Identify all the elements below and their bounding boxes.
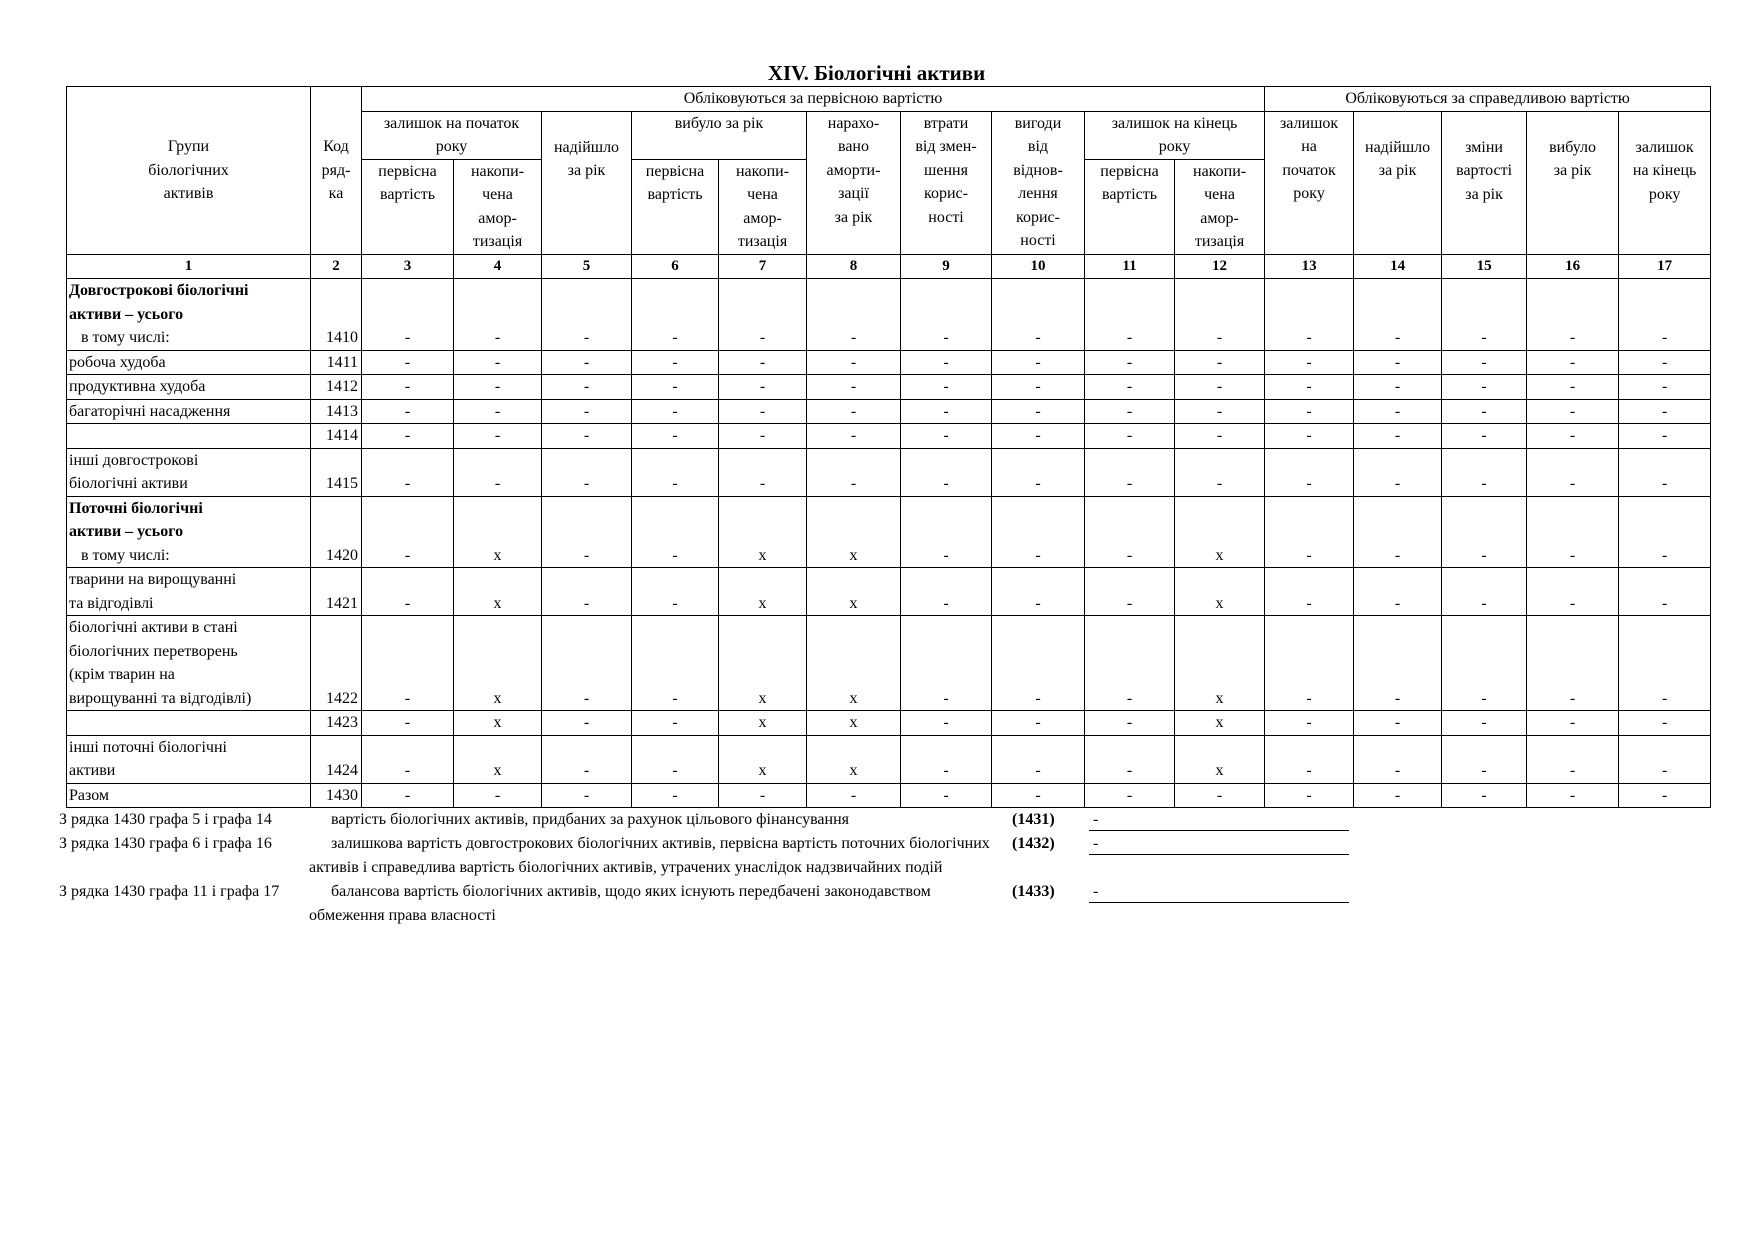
column-number: 5 [542,254,632,279]
cell-value: - [719,375,807,400]
cell-value: - [362,350,454,375]
cell-value: - [1442,568,1527,616]
header-accum-amort: накопи- чена амор- тизація [454,159,542,254]
cell-value: - [1354,568,1442,616]
cell-value: х [807,616,901,711]
row-code: 1420 [311,496,362,568]
cell-value: - [719,424,807,449]
cell-value: - [1619,448,1711,496]
cell-value: - [1527,350,1619,375]
cell-value: - [542,375,632,400]
row-code: 1413 [311,399,362,424]
cell-value: - [454,399,542,424]
cell-value: - [362,616,454,711]
cell-value: - [901,568,992,616]
header-fv-end: залишок на кінець року [1619,111,1711,254]
cell-value: - [992,783,1085,808]
row-name [67,616,311,711]
cell-value: - [1527,568,1619,616]
cell-value: - [1442,616,1527,711]
row-code: 1410 [311,279,362,351]
row-name [67,375,311,400]
cell-value: х [807,496,901,568]
cell-value: - [632,350,719,375]
cell-value: - [1619,375,1711,400]
header-impairment: втрати від змен- шення корис- ності [901,111,992,254]
cell-value: х [454,496,542,568]
header-fv-changes: зміни вартості за рік [1442,111,1527,254]
cell-value: - [1085,783,1175,808]
table-row [67,711,1711,736]
footnote-underline [1089,902,1349,903]
footnote-text: вартість біологічних активів, придбаних за рахунок цільового фінансування [331,811,850,828]
cell-value: - [454,448,542,496]
row-code: 1423 [311,711,362,736]
cell-value: - [992,448,1085,496]
cell-value: - [1619,735,1711,783]
footnote-text: балансова вартість біологічних активів, щодо яких існують передбачені законодавством обмеження права власності [309,883,931,924]
row-label: біологічні активи в стані біологічних перетворень (крім тварин на вирощуванні та відгодівлі) [69,619,252,707]
row-label: тварини на вирощуванні та відгодівлі [69,571,237,612]
cell-value: х [719,735,807,783]
cell-value: - [1527,399,1619,424]
cell-value: х [1175,616,1265,711]
cell-value: - [1354,711,1442,736]
cell-value: - [992,350,1085,375]
header-amortization: нарахо- вано аморти- зації за рік [807,111,901,254]
cell-value: - [632,375,719,400]
cell-value: - [1085,711,1175,736]
cell-value: - [1442,735,1527,783]
row-label: Довгострокові біологічні активи – усього [69,282,249,323]
cell-value: - [454,350,542,375]
cell-value: - [1265,350,1354,375]
cell-value: - [542,735,632,783]
cell-value: - [992,568,1085,616]
cell-value: - [1442,279,1527,351]
column-number: 2 [311,254,362,279]
cell-value: - [454,279,542,351]
cell-value: - [992,711,1085,736]
cell-value: - [1354,496,1442,568]
table-row [67,783,1711,808]
cell-value: - [1619,568,1711,616]
cell-value: - [1442,496,1527,568]
cell-value: - [632,568,719,616]
cell-value: - [992,424,1085,449]
row-name [67,448,311,496]
cell-value: х [719,496,807,568]
cell-value: - [1527,375,1619,400]
cell-value: - [362,735,454,783]
cell-value: - [1619,711,1711,736]
cell-value: - [542,350,632,375]
footnote [59,808,1359,832]
cell-value: - [1442,448,1527,496]
footnote-value: - [1093,811,1099,828]
footnote-reference: З рядка 1430 графа 5 і графа 14 [59,811,272,828]
header-fv-disposed: вибуло за рік [1527,111,1619,254]
cell-value: - [901,783,992,808]
cell-value: - [1175,424,1265,449]
table-row [67,350,1711,375]
header-initial-value: первісна вартість [1085,159,1175,254]
header-balance-end: залишок на кінець року [1085,111,1265,159]
header-initial-value: первісна вартість [632,159,719,254]
cell-value: - [1265,616,1354,711]
header-fv-received: надійшло за рік [1354,111,1442,254]
cell-value: - [1354,616,1442,711]
cell-value: - [719,783,807,808]
cell-value: - [1175,375,1265,400]
cell-value: х [719,568,807,616]
table-row [67,616,1711,711]
row-label: Поточні біологічні активи – усього [69,499,203,540]
header-initial-value: первісна вартість [362,159,454,254]
cell-value: - [1175,448,1265,496]
footnote-reference: З рядка 1430 графа 6 і графа 16 [59,835,272,852]
cell-value: - [719,448,807,496]
cell-value: - [807,279,901,351]
cell-value: - [1175,279,1265,351]
row-name [67,496,311,568]
cell-value: - [1175,350,1265,375]
table-header [67,87,1711,279]
cell-value: - [542,279,632,351]
cell-value: - [1619,279,1711,351]
cell-value: - [1265,568,1354,616]
header-code: Код ряд- ка [311,87,362,255]
cell-value: - [542,399,632,424]
cell-value: - [1265,711,1354,736]
cell-value: - [1619,496,1711,568]
cell-value: - [807,399,901,424]
table-row [67,279,1711,351]
table-row [67,399,1711,424]
row-name [67,735,311,783]
cell-value: - [807,448,901,496]
cell-value: - [542,783,632,808]
cell-value: - [992,496,1085,568]
row-code: 1430 [311,783,362,808]
cell-value: - [632,399,719,424]
footnote-underline [1089,830,1349,831]
column-number: 6 [632,254,719,279]
column-number: 16 [1527,254,1619,279]
cell-value: - [632,783,719,808]
row-code: 1412 [311,375,362,400]
cell-value: - [362,399,454,424]
row-code: 1424 [311,735,362,783]
header-initial-cost: Обліковуються за первісною вартістю [362,87,1265,112]
header-balance-start: залишок на початок року [362,111,542,159]
header-fair-value: Обліковуються за справедливою вартістю [1265,87,1711,112]
column-number: 9 [901,254,992,279]
cell-value: - [632,424,719,449]
row-label: інші довгострокові біологічні активи [69,451,199,492]
row-label: робоча худоба [69,353,166,371]
column-number: 1 [67,254,311,279]
column-number: 4 [454,254,542,279]
cell-value: - [719,399,807,424]
header-accum-amort: накопи- чена амор- тизація [719,159,807,254]
cell-value: - [542,496,632,568]
row-sublabel: в тому числі: [69,546,170,564]
cell-value: - [1619,399,1711,424]
cell-value: - [992,375,1085,400]
cell-value: - [542,424,632,449]
cell-value: - [1619,350,1711,375]
cell-value: - [1085,424,1175,449]
header-recovery: вигоди від віднов- лення корис- ності [992,111,1085,254]
cell-value: х [454,616,542,711]
cell-value: - [1175,783,1265,808]
cell-value: - [1442,424,1527,449]
cell-value: - [1354,350,1442,375]
cell-value: - [454,783,542,808]
cell-value: - [1265,783,1354,808]
row-name [67,424,311,449]
cell-value: - [1265,448,1354,496]
cell-value: - [901,399,992,424]
cell-value: - [1354,783,1442,808]
column-number: 14 [1354,254,1442,279]
cell-value: - [542,568,632,616]
cell-value: - [1527,448,1619,496]
cell-value: - [632,616,719,711]
cell-value: - [1265,375,1354,400]
cell-value: - [542,711,632,736]
cell-value: - [632,279,719,351]
cell-value: - [542,616,632,711]
row-sublabel: в тому числі: [69,329,170,346]
cell-value: - [1619,616,1711,711]
cell-value: х [719,616,807,711]
cell-value: - [1085,568,1175,616]
header-disposed: вибуло за рік [632,111,807,159]
row-label: продуктивна худоба [69,378,206,395]
page-title: XIV. Біологічні активи [767,61,986,85]
row-name [67,568,311,616]
cell-value: - [992,279,1085,351]
cell-value: - [901,350,992,375]
cell-value: - [1527,279,1619,351]
footnote [59,832,1359,880]
cell-value: - [719,279,807,351]
cell-value: - [901,424,992,449]
cell-value: - [1085,399,1175,424]
cell-value: - [901,496,992,568]
cell-value: - [1527,424,1619,449]
row-label: Разом [69,786,110,804]
cell-value: - [1619,783,1711,808]
cell-value: - [1265,279,1354,351]
cell-value: - [1085,279,1175,351]
column-number: 10 [992,254,1085,279]
cell-value: - [1527,616,1619,711]
cell-value: - [992,616,1085,711]
cell-value: - [1354,279,1442,351]
cell-value: - [807,375,901,400]
cell-value: - [1354,424,1442,449]
row-code: 1422 [311,616,362,711]
cell-value: х [1175,735,1265,783]
cell-value: х [1175,496,1265,568]
footnote-underline [1089,854,1349,855]
cell-value: - [901,616,992,711]
cell-value: - [362,424,454,449]
cell-value: - [1442,375,1527,400]
cell-value: - [1527,735,1619,783]
column-number: 12 [1175,254,1265,279]
cell-value: - [901,448,992,496]
cell-value: - [1527,496,1619,568]
cell-value: - [901,279,992,351]
row-code: 1414 [311,424,362,449]
row-label: інші поточні біологічні активи [69,738,227,779]
header-fv-start: залишок на початок року [1265,111,1354,254]
cell-value: - [362,496,454,568]
cell-value: - [454,375,542,400]
footnote-reference: З рядка 1430 графа 11 і графа 17 [59,883,280,900]
cell-value: - [1085,496,1175,568]
cell-value: х [454,568,542,616]
cell-value: - [1175,399,1265,424]
cell-value: - [632,448,719,496]
cell-value: - [1085,375,1175,400]
cell-value: - [632,496,719,568]
cell-value: - [362,783,454,808]
cell-value: - [542,448,632,496]
cell-value: - [807,783,901,808]
table-row [67,496,1711,568]
column-number: 13 [1265,254,1354,279]
footnote-code: (1431) [1012,811,1055,828]
cell-value: - [1085,616,1175,711]
cell-value: х [807,711,901,736]
cell-value: - [1354,399,1442,424]
footnote-value: - [1093,835,1099,852]
footnote-code: (1433) [1012,883,1055,900]
biological-assets-table [66,86,1711,808]
footnote-code: (1432) [1012,835,1055,852]
table-row [67,448,1711,496]
cell-value: - [362,711,454,736]
cell-value: - [901,735,992,783]
cell-value: - [1442,399,1527,424]
row-name [67,399,311,424]
cell-value: - [1354,448,1442,496]
cell-value: х [807,568,901,616]
cell-value: - [1265,424,1354,449]
cell-value: - [807,424,901,449]
header-groups: Групи біологічних активів [67,87,311,255]
column-number: 8 [807,254,901,279]
cell-value: - [1265,735,1354,783]
cell-value: - [362,568,454,616]
table-row [67,375,1711,400]
cell-value: - [1354,375,1442,400]
cell-value: - [1527,783,1619,808]
row-name [67,350,311,375]
cell-value: - [1442,350,1527,375]
cell-value: - [362,375,454,400]
table-row [67,424,1711,449]
cell-value: - [1265,496,1354,568]
cell-value: х [719,711,807,736]
cell-value: - [1619,424,1711,449]
cell-value: х [1175,568,1265,616]
cell-value: х [1175,711,1265,736]
cell-value: - [1085,735,1175,783]
cell-value: - [632,735,719,783]
row-name [67,279,311,351]
cell-value: - [1442,711,1527,736]
cell-value: - [632,711,719,736]
column-number: 11 [1085,254,1175,279]
cell-value: - [992,735,1085,783]
column-number: 15 [1442,254,1527,279]
row-code: 1415 [311,448,362,496]
cell-value: - [1085,448,1175,496]
cell-value: х [807,735,901,783]
cell-value: - [362,279,454,351]
column-number: 7 [719,254,807,279]
footnote-value: - [1093,883,1099,900]
table-row [67,568,1711,616]
table-body [67,279,1711,808]
footnote-text: залишкова вартість довгострокових біологічних активів, первісна вартість поточних біологічних активів і справедлива вартість біологічних активів, утрачених унаслідок надзвичайних подій [309,835,990,876]
column-number: 17 [1619,254,1711,279]
footnote [59,880,1359,928]
cell-value: - [992,399,1085,424]
cell-value: - [901,375,992,400]
cell-value: - [1085,350,1175,375]
header-accum-amort: накопи- чена амор- тизація [1175,159,1265,254]
cell-value: - [901,711,992,736]
footnotes [59,808,1359,928]
cell-value: - [807,350,901,375]
column-number-row [67,254,1711,279]
cell-value: - [1265,399,1354,424]
row-name [67,711,311,736]
cell-value: - [719,350,807,375]
cell-value: - [362,448,454,496]
cell-value: - [1442,783,1527,808]
column-number: 3 [362,254,454,279]
cell-value: - [1527,711,1619,736]
table-row [67,735,1711,783]
cell-value: х [454,735,542,783]
row-name [67,783,311,808]
cell-value: х [454,711,542,736]
cell-value: - [454,424,542,449]
row-code: 1421 [311,568,362,616]
row-label: багаторічні насадження [69,402,231,420]
row-code: 1411 [311,350,362,375]
cell-value: - [1354,735,1442,783]
header-received: надійшло за рік [542,111,632,254]
